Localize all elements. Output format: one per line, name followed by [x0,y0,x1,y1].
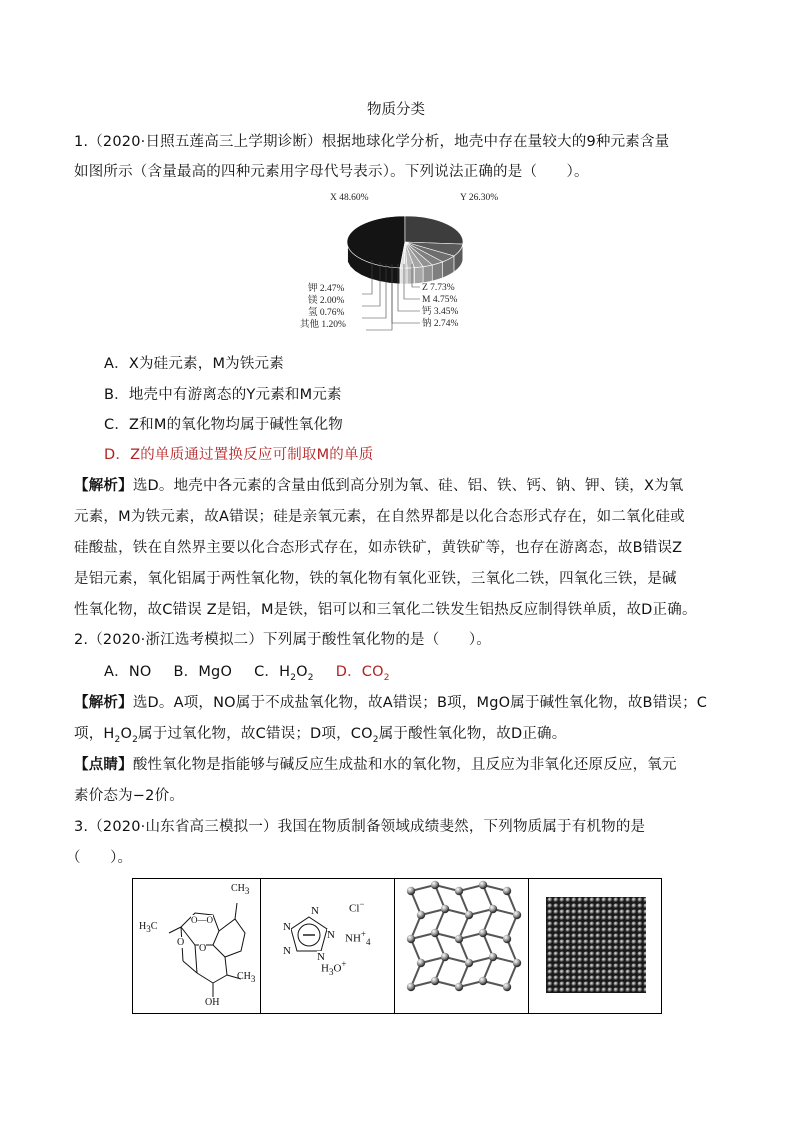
n-atom-right: N [327,929,335,941]
pie-chart [300,190,540,340]
lattice-atom [417,911,425,919]
fig-artemisinin [133,879,261,1013]
pie-label-7: 镁 2.00% [308,296,345,306]
pie-wall-8 [404,268,407,284]
q2-stem: 2.（2020·浙江选考模拟二）下列属于酸性氧化物的是（ ）。 [74,632,491,648]
lattice-atom [479,929,487,937]
q1-analysis-line5: 性氧化物，故C错误 Z是铝，M是铁，铝可以和三氧化二铁发生铝热反应制得铁单质，故D正确。 [74,602,697,618]
fig-diamond-lattice [395,879,529,1013]
pie-label-6: 钾 2.47% [308,284,345,294]
lattice-atom [417,959,425,967]
tip-tag: 【点睛】 [74,757,133,773]
o2-label: O [199,943,207,954]
lattice-atom [479,881,487,889]
q3-stem-line1: 3.（2020·山东省高三模拟一）我国在物质制备领域成绩斐然，下列物质属于有机物的是 [74,819,646,835]
n-atom-top: N [311,905,319,917]
pie-label-9: 其他 1.20% [300,320,346,330]
n-atom-left: N [283,921,291,933]
pie-label-8: 氢 0.76% [308,308,345,318]
q1-analysis-line4: 是铝元素，氧化铝属于两性氧化物，铁的氧化物有氧化亚铁，三氧化二铁，四氧化三铁，是碱 [74,571,677,587]
fig-pentazole-salt [261,879,395,1013]
oh-label: OH [205,997,220,1008]
ammonium-label: $NH^+_4$ [345,929,371,947]
page-title: 物质分类 [367,102,425,118]
q1-analysis-line2: 元素，M为铁元素，故A错误；硅是亲氧元素，在自然界都是以化合态形式存在，如二氧化硅或 [74,509,685,525]
lattice-atom [431,977,439,985]
lattice-atom [503,935,511,943]
q1-option-b: B．地壳中有游离态的Y元素和M元素 [104,387,342,403]
lattice-atom [441,953,449,961]
q1-analysis-line1 [74,474,684,495]
lattice-atom [489,953,497,961]
q1-analysis-line3: 硅酸盐，铁在自然界主要以化合态形式存在，如赤铁矿，黄铁矿等，也存在游离态，故B错误Z [74,540,683,556]
lattice-atom [431,929,439,937]
pie-svg [300,190,540,340]
lattice-atom [455,935,463,943]
q3-figure-table [132,878,662,1014]
q1-option-c: C．Z和M的氧化物均属于碱性氧化物 [104,417,343,433]
h3c-label: $H_3C$ [139,921,158,934]
q2-analysis-line1: 【解析】选D。A项，NO属于不成盐氧化物，故A错误；B项，MgO属于碱性氧化物，故B错误；C [74,695,708,711]
lattice-bonds [411,885,517,987]
q3-stem-line2: （ ）。 [66,850,133,866]
lattice-atom [489,905,497,913]
lattice-atom [431,881,439,889]
lattice-atom [407,935,415,943]
ch3-bottom-label: $CH_3$ [237,971,256,984]
analysis-tag: 【解析】 [74,478,133,494]
hydronium-label: $H_3O^+$ [321,959,347,977]
pie-label-1: Y 26.30% [460,193,499,203]
crystal-lattice-icon [395,879,529,1013]
chloride-label: Cl− [349,899,365,915]
pie-slice-1 [405,216,463,244]
q1-option-a: A．X为硅元素，M为铁元素 [104,356,284,372]
lattice-atom [407,887,415,895]
n-atom-bottom-right: N [317,951,325,963]
lattice-atom [407,983,415,991]
q2-option-d: D．$CO_2$ [335,664,390,683]
pie-wall-9 [400,268,404,284]
analysis-tag: 【解析】 [74,695,133,711]
lattice-atom [441,905,449,913]
molecule-icon [133,879,261,1013]
q1-option-d: D．Z的单质通过置换反应可制取M的单质 [104,447,374,463]
fig-atomic-surface [529,879,661,1013]
pie-wall-7 [407,268,414,284]
q2-options [104,660,390,683]
q2-analysis-line2: 项，$H_2O_2$属于过氧化物，故C错误；D项，$CO_2$属于酸性氧化物，故D正确。 [74,726,567,745]
lattice-atom [513,959,521,967]
lattice-atom [479,977,487,985]
q1-stem-line1: 1.（2020·日照五莲高三上学期诊断）根据地球化学分析，地壳中存在量较大的9种元素含量 [74,134,670,150]
o1-label: O [177,937,185,948]
pie-wall-6 [414,267,423,284]
lattice-atom [455,887,463,895]
q2-option-b: B．MgO [173,664,233,680]
pie-label-5: 钠 2.74% [422,319,459,329]
pie-label-0: X 48.60% [330,193,369,203]
n-atom-bottom-left: N [283,945,291,957]
pentazole-ring-icon [261,879,395,1013]
lattice-atom [465,911,473,919]
pie-label-2: Z 7.73% [422,283,455,293]
lattice-atom [455,983,463,991]
q2-tip-line2: 素价态为−2价。 [74,788,184,804]
q2-option-c: C．$H_2O_2$ [254,664,314,683]
q2-tip-line1: 【点睛】酸性氧化物是指能够与碱反应生成盐和水的氧化物，且反应为非氧化还原反应，氧元 [74,757,677,773]
pie-label-4: 钙 3.45% [422,307,459,317]
lattice-atom [503,887,511,895]
analysis-text: 选D。地壳中各元素的含量由低到高分别为氧、硅、铝、铁、钙、钠、钾、镁，X为氧 [132,478,684,494]
pie-label-3: M 4.75% [422,295,458,305]
q1-stem-line2: 如图所示（含量最高的四种元素用字母代号表示）。下列说法正确的是（ ）。 [74,164,589,180]
lattice-atom [513,911,521,919]
peroxide-label: O—O [191,915,213,925]
ch3-top-label: $CH_3$ [231,883,250,896]
q2-option-a: A．NO [104,664,152,680]
lattice-atom [465,959,473,967]
lattice-atom [503,983,511,991]
atomic-surface-image [529,879,661,1013]
pie-wall-5 [423,265,432,283]
